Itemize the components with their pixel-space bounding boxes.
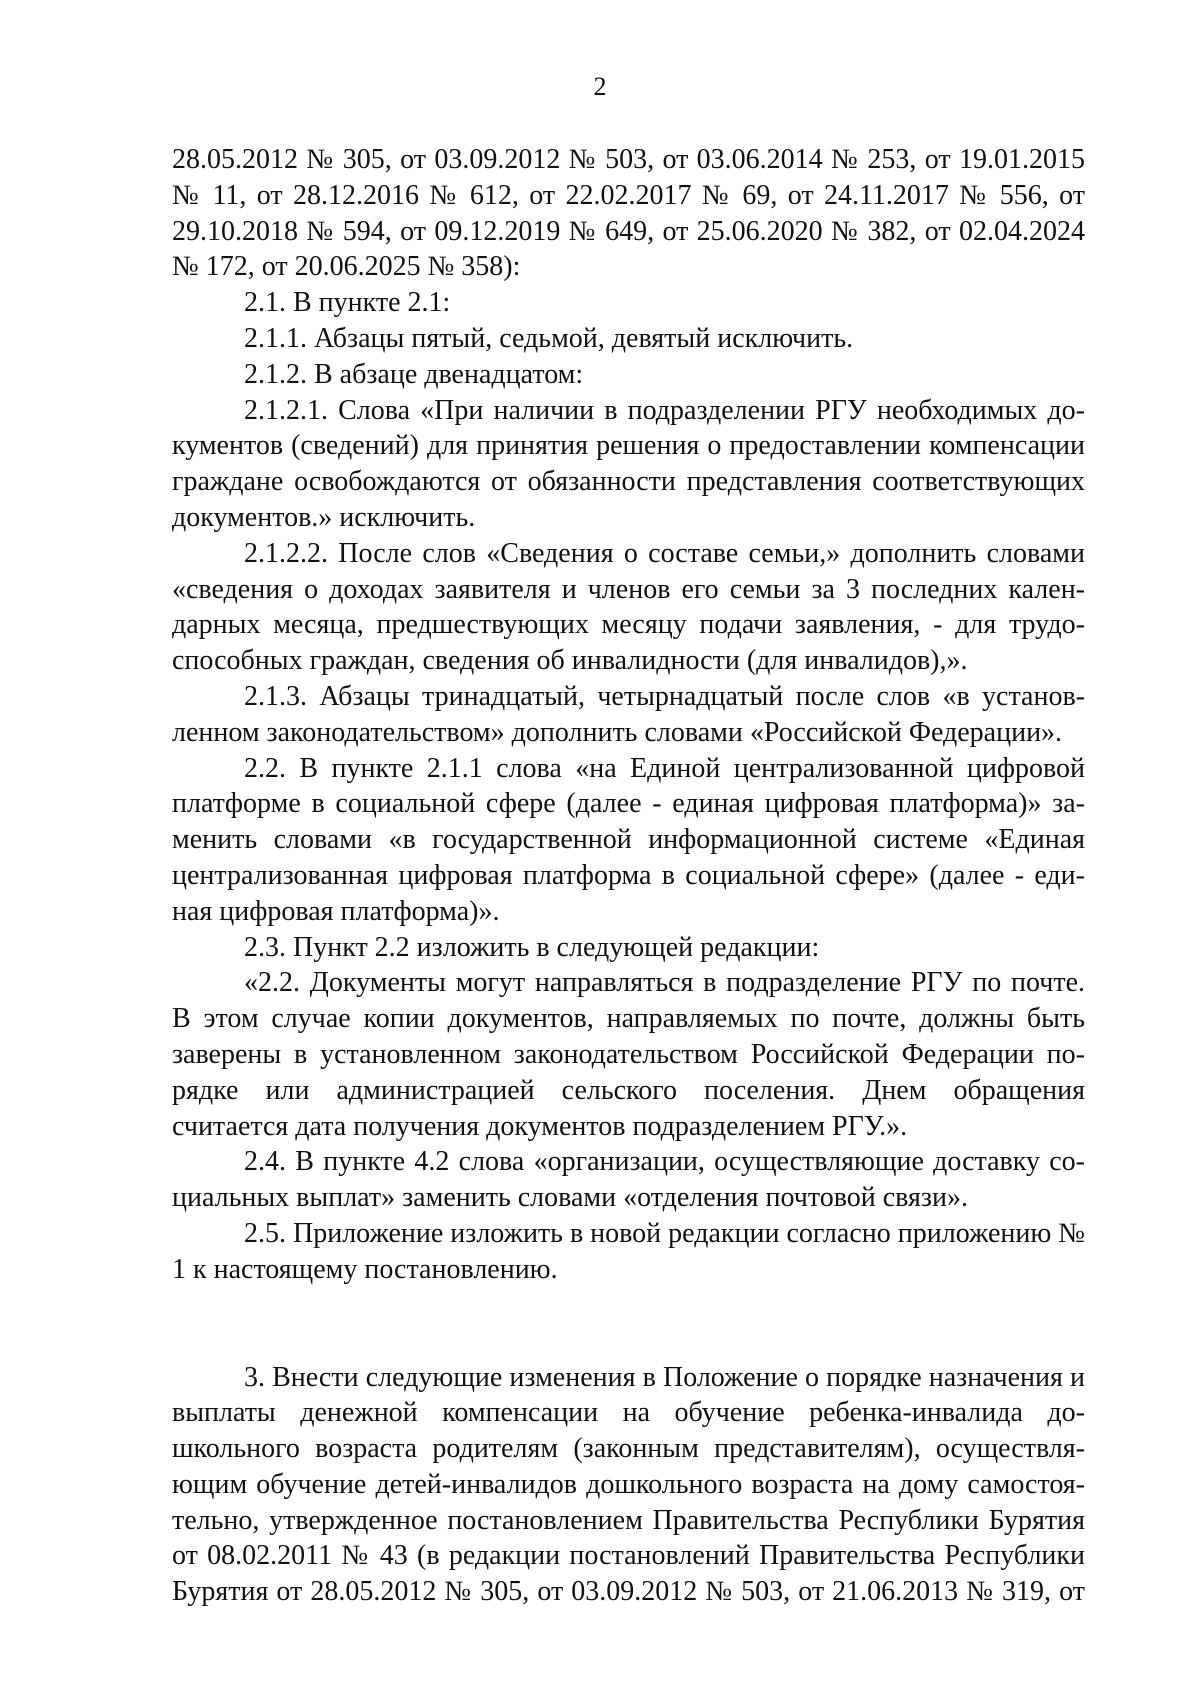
paragraph-quoted-2-2: «2.2. Документы могут направляться в подразделение РГУ по почте. В этом случае копии документов, направляемых по почте, должны быть заверены в установленном законодательством Российской Федерации порядке или администрацией сельского поселения. Днем обращения считается дата получения документов подразделением РГУ.». <box>172 967 1085 1142</box>
paragraph-amendment-history-continuation: 28.05.2012 № 305, от 03.09.2012 № 503, от 03.06.2014 № 253, от 19.01.2015 № 11, от 28.12.2016 № 612, от 22.02.2017 № 69, от 24.11.2017 № 556, от 29.10.2018 № 594, от 09.12.2019 № 649, от 25.06.2020 № 382, от 02.04.2024 № 172, от 20.06.2025 № 358): <box>172 144 1085 283</box>
paragraph-2-1: 2.1. В пункте 2.1: <box>244 287 451 319</box>
paragraph-2-2: 2.2. В пункте 2.1.1 слова «на Единой централизованной цифровой платформе в социальной сфере (далее - единая цифровая платформа)» заменить словами «в государственной информационной системе «Единая централизованная цифровая платформа в социальной сфере» (далее - единая цифровая платформа)». <box>172 752 1085 927</box>
paragraph-3: 3. Внести следующие изменения в Положение о порядке назначения и выплаты денежной компенсации на обучение ребенка-инвалида дошкольного возраста родителям (законным представителям), осуществляющим обучение детей-инвалидов дошкольного возраста на дому самостоятельно, утвержденное постановлением Правительства Республики Бурятия от 08.02.2011 № 43 (в редакции постановлений Правительства Республики Бурятия от 28.05.2012 № 305, от 03.09.2012 № 503, от 21.06.2013 № 319, от <box>172 1361 1085 1608</box>
paragraph-2-3: 2.3. Пункт 2.2 изложить в следующей редакции: <box>244 931 820 963</box>
paragraph-2-5: 2.5. Приложение изложить в новой редакции согласно приложению № 1 к настоящему постановлению. <box>172 1217 1085 1285</box>
paragraph-2-1-2-2: 2.1.2.2. После слов «Сведения о составе семьи,» дополнить словами «сведения о доходах заявителя и членов его семьи за 3 последних календарных месяца, предшествующих месяцу подачи заявления, - для трудоспособных граждан, сведения об инвалидности (для инвалидов),». <box>172 537 1085 677</box>
paragraph-2-4: 2.4. В пункте 4.2 слова «организации, осуществляющие доставку социальных выплат» заменить словами «отделения почтовой связи». <box>172 1146 1085 1214</box>
paragraph-2-1-3: 2.1.3. Абзацы тринадцатый, четырнадцатый после слов «в установленном законодательством» дополнить словами «Российской Федерации». <box>172 680 1085 748</box>
document-body <box>172 142 1085 1610</box>
page-number: 2 <box>593 72 607 101</box>
paragraph-2-1-1: 2.1.1. Абзацы пятый, седьмой, девятый исключить. <box>244 322 854 354</box>
paragraph-2-1-2: 2.1.2. В абзаце двенадцатом: <box>244 358 584 390</box>
paragraph-2-1-2-1: 2.1.2.1. Слова «При наличии в подразделении РГУ необходимых документов (сведений) для принятия решения о предоставлении компенсации граждане освобождаются от обязанности представления соответствующих документов.» исключить. <box>172 394 1085 533</box>
